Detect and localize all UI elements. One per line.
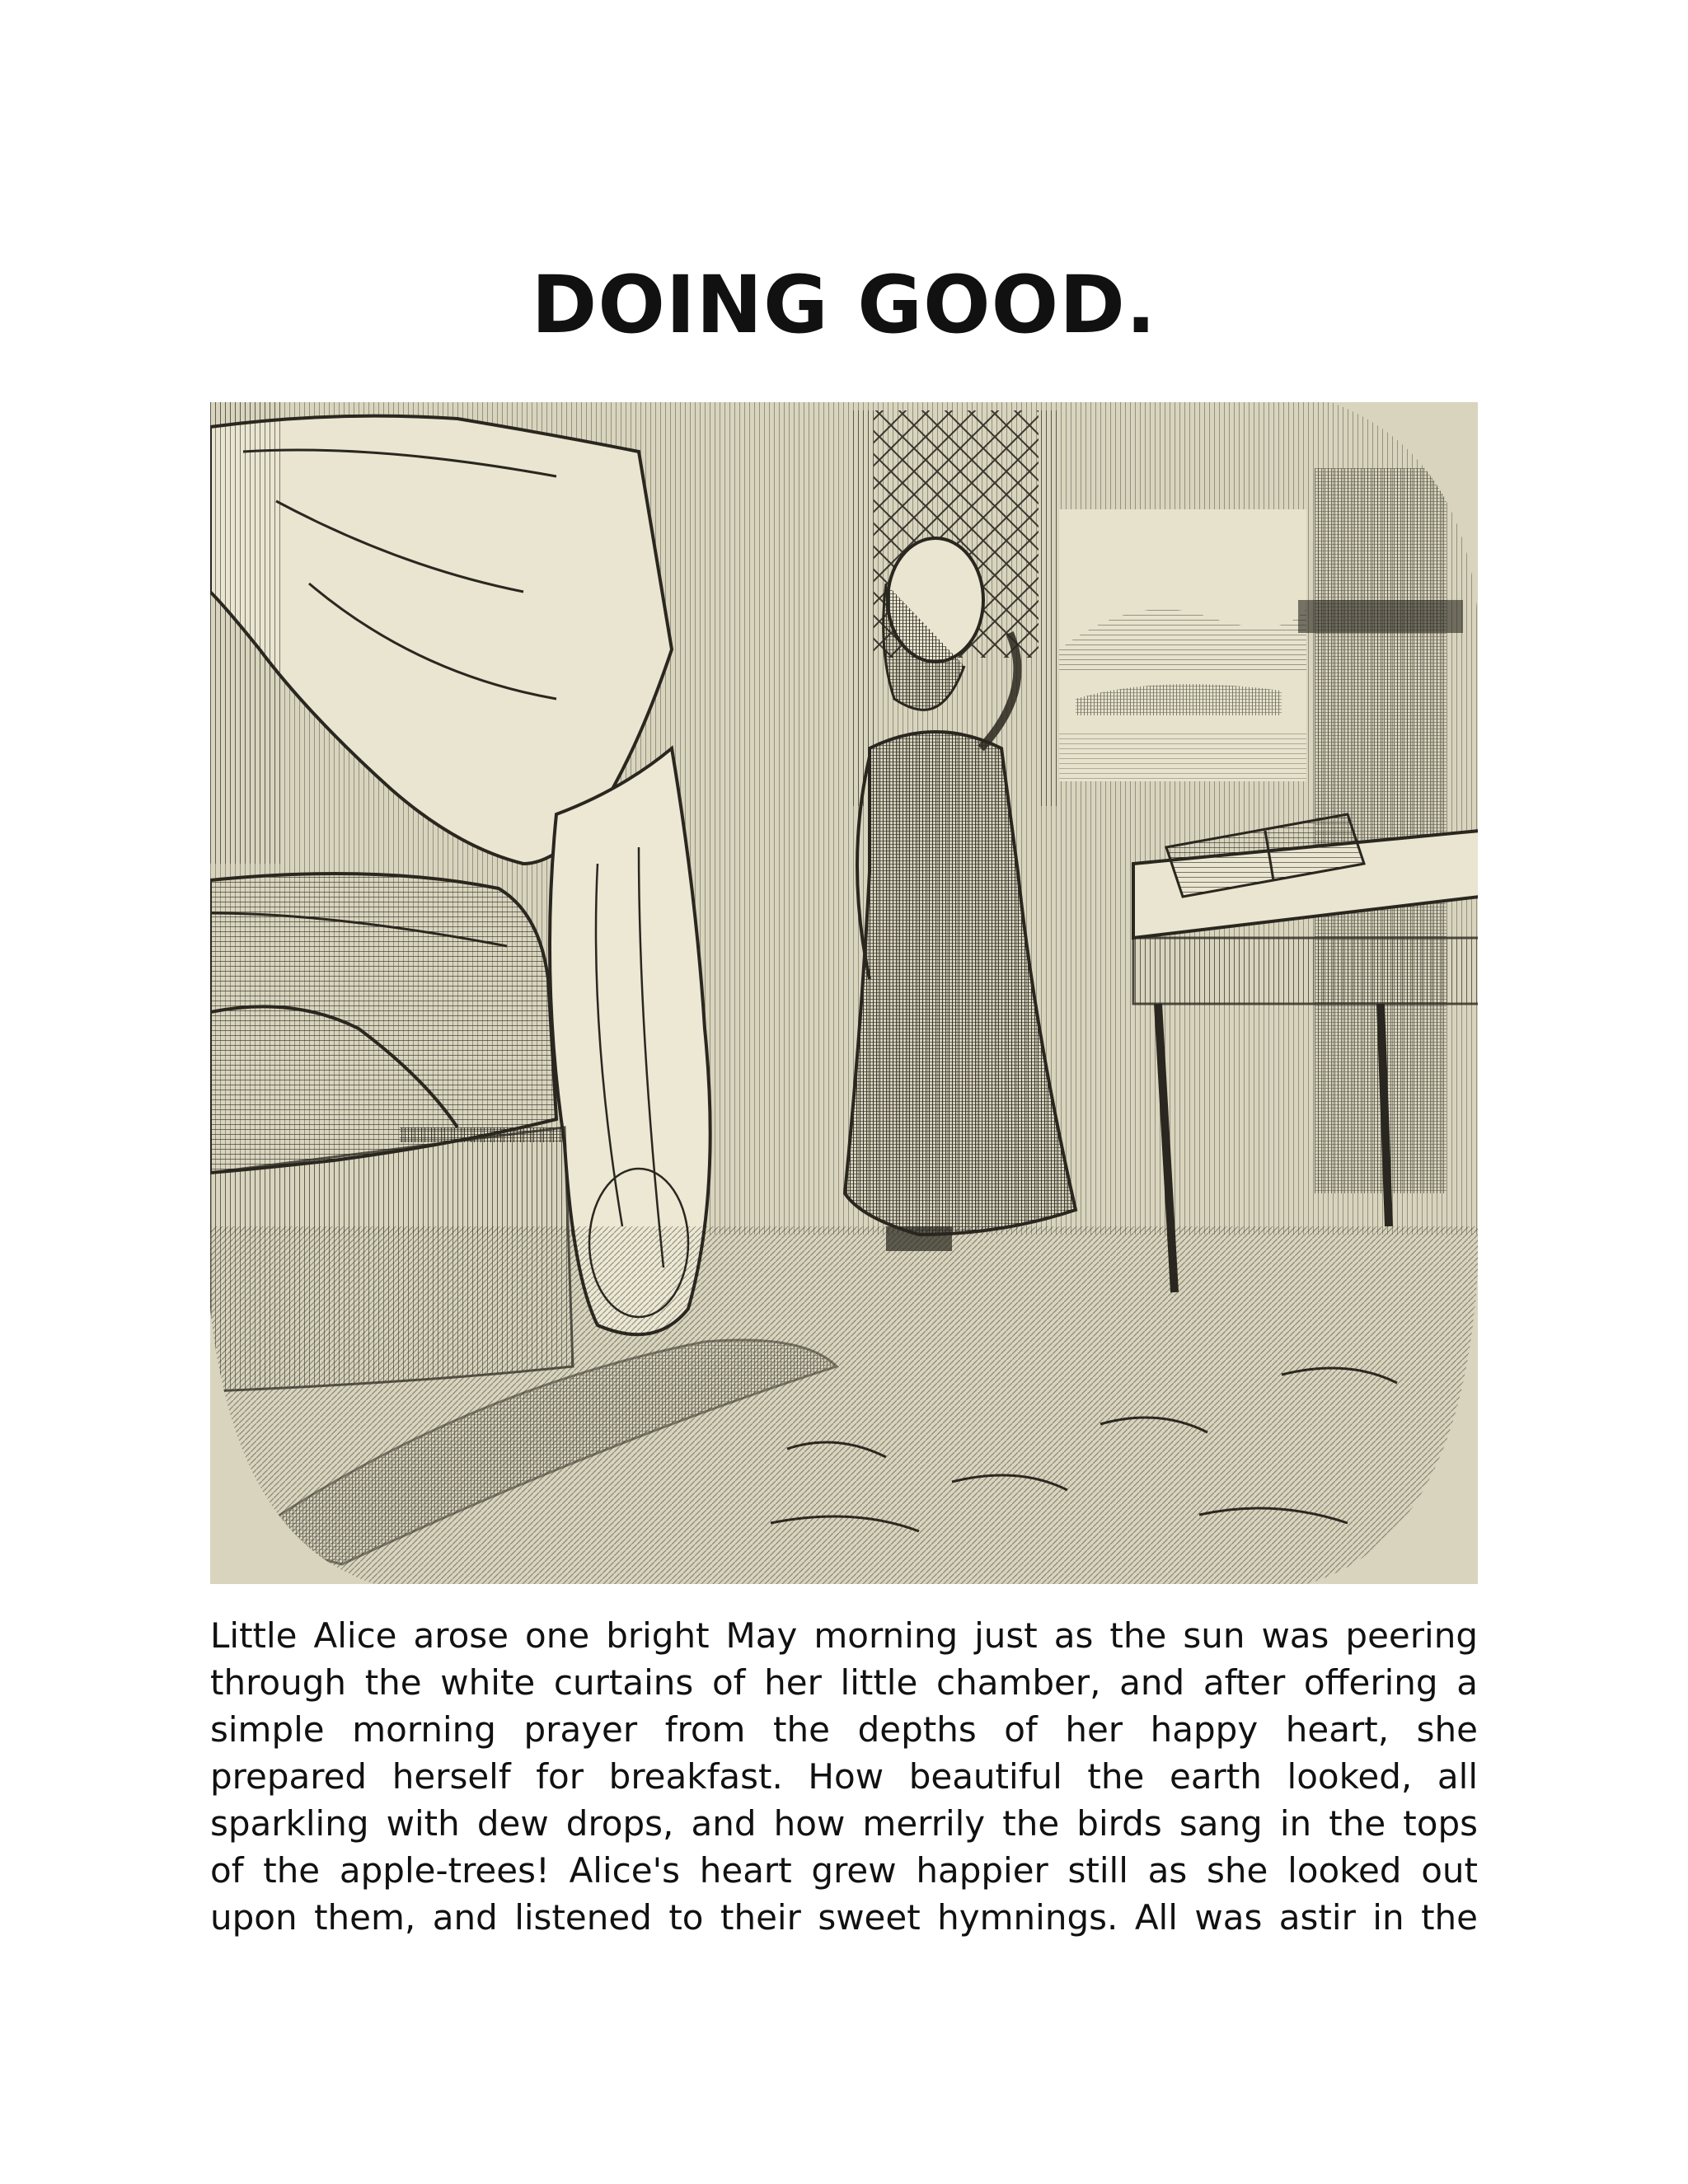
body-paragraph <box>210 1612 1478 1941</box>
body-line: simple morning prayer from the depths of her happy heart, she <box>210 1709 1478 1750</box>
body-line: prepared herself for breakfast. How beautiful the earth looked, all <box>210 1756 1478 1797</box>
body-line: of the apple-trees! Alice's heart grew happier still as she looked out <box>210 1850 1478 1891</box>
body-line: upon them, and listened to their sweet hymnings. All was astir in the <box>210 1897 1478 1938</box>
page-title: DOING GOOD. <box>531 259 1157 351</box>
engraving-drawing <box>210 402 1478 1584</box>
body-line: sparkling with dew drops, and how merrily the birds sang in the tops <box>210 1803 1478 1844</box>
body-line: through the white curtains of her little chamber, and after offering a <box>210 1662 1478 1703</box>
illustration-engraving <box>210 402 1478 1584</box>
body-line: Little Alice arose one bright May morning just as the sun was peering <box>210 1615 1478 1656</box>
